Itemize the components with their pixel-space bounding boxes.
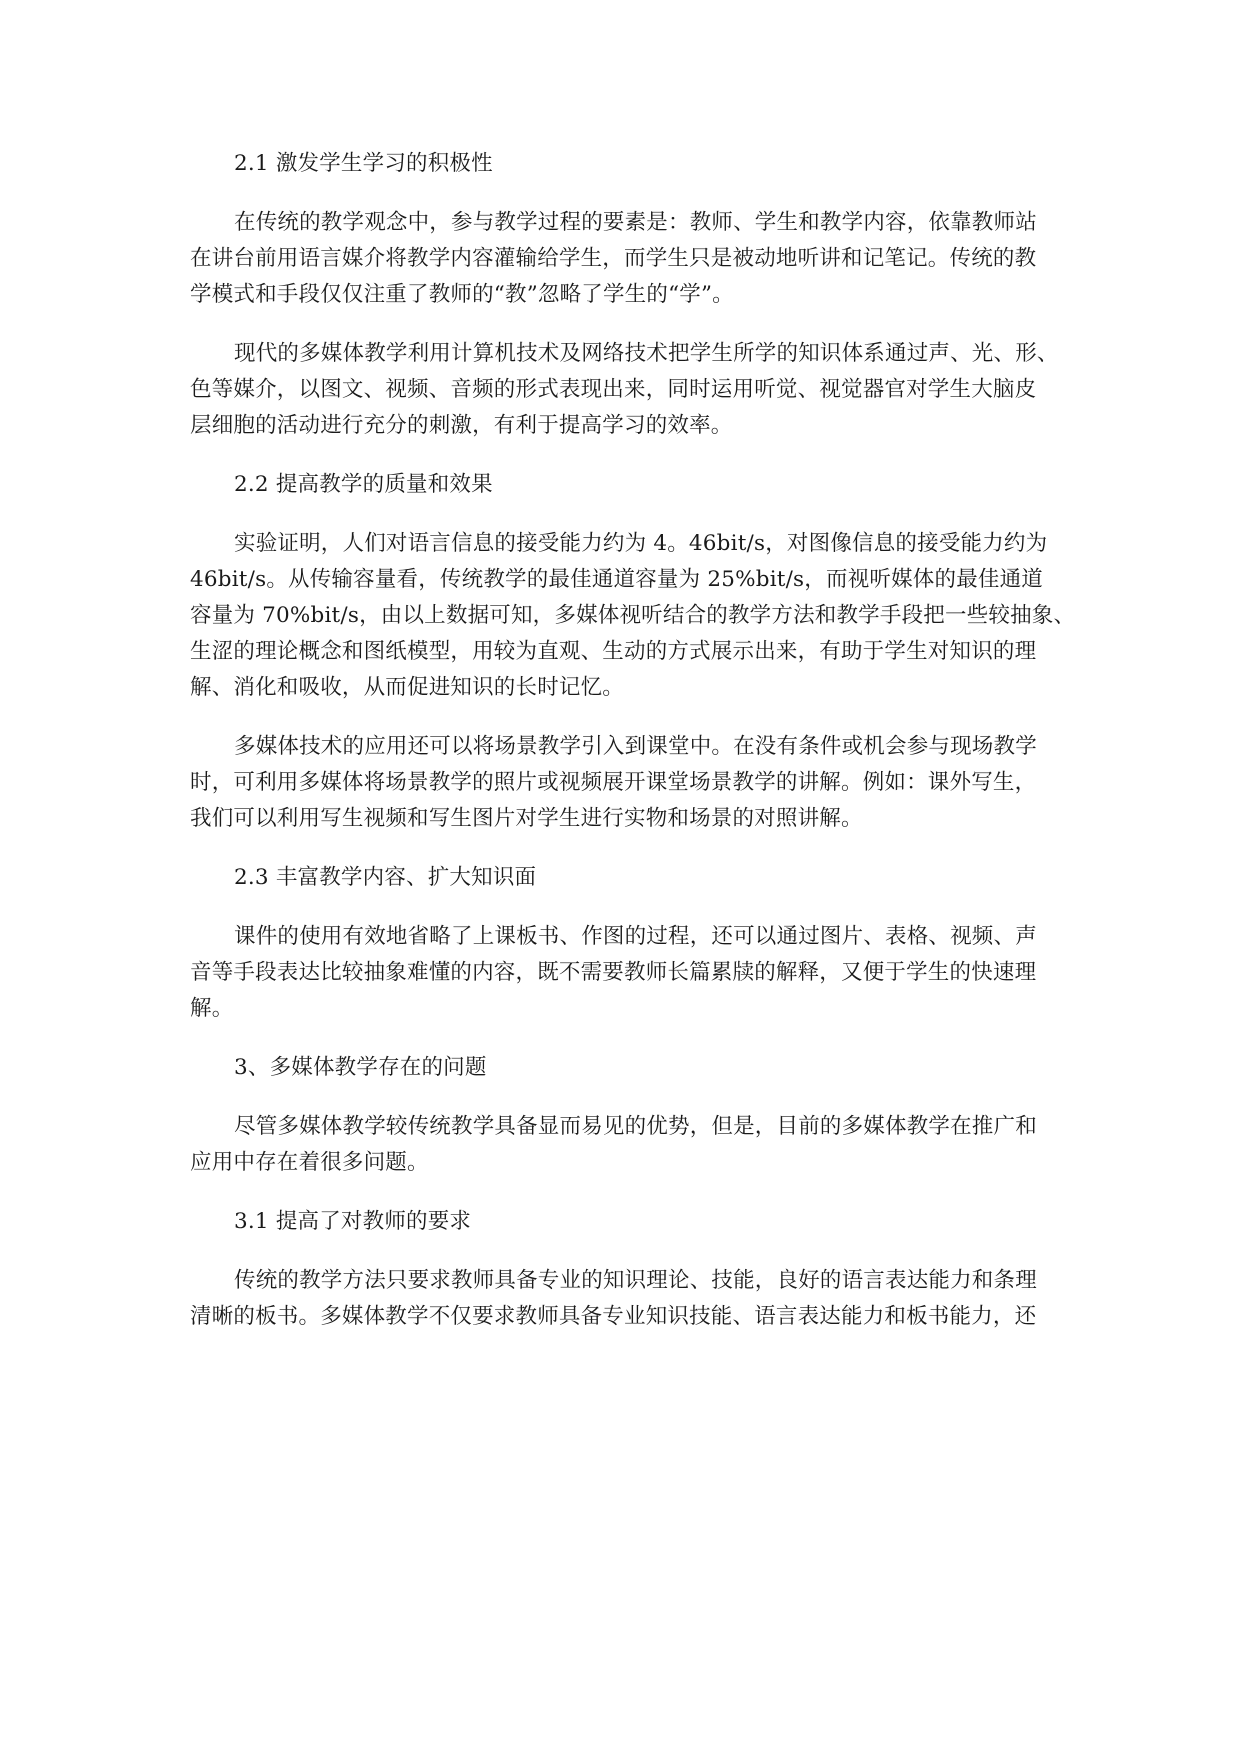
paragraph-line: 生涩的理论概念和图纸模型，用较为直观、生动的方式展示出来，有助于学生对知识的理 <box>190 639 1037 664</box>
paragraph <box>190 1263 1060 1335</box>
section-heading: 2.2 提高教学的质量和效果 <box>234 472 493 497</box>
paragraph-line: 层细胞的活动进行充分的刺激，有利于提高学习的效率。 <box>190 413 733 438</box>
paragraph-line: 46bit/s。从传输容量看，传统教学的最佳通道容量为 25%bit/s，而视听媒体的最佳通道 <box>190 567 1043 592</box>
paragraph-line: 多媒体技术的应用还可以将场景教学引入到课堂中。在没有条件或机会参与现场教学 <box>234 734 1037 759</box>
paragraph-line: 在传统的教学观念中，参与教学过程的要素是：教师、学生和教学内容，依靠教师站 <box>234 210 1037 235</box>
paragraph-line: 学模式和手段仅仅注重了教师的“教”忽略了学生的“学”。 <box>190 282 734 307</box>
paragraph-line: 实验证明，人们对语言信息的接受能力约为 4。46bit/s，对图像信息的接受能力约为 <box>234 531 1048 556</box>
paragraph-line: 现代的多媒体教学利用计算机技术及网络技术把学生所学的知识体系通过声、光、形、 <box>234 341 1059 366</box>
paragraph-line: 课件的使用有效地省略了上课板书、作图的过程，还可以通过图片、表格、视频、声 <box>234 924 1037 949</box>
paragraph-line: 我们可以利用写生视频和写生图片对学生进行实物和场景的对照讲解。 <box>190 806 863 831</box>
paragraph <box>190 205 1060 313</box>
paragraph <box>190 919 1060 1027</box>
paragraph-line: 音等手段表达比较抽象难懂的内容，既不需要教师长篇累牍的解释，又便于学生的快速理 <box>190 960 1037 985</box>
paragraph <box>190 526 1076 706</box>
paragraph-line: 时，可利用多媒体将场景教学的照片或视频展开课堂场景教学的讲解。例如：课外写生， <box>190 770 1037 795</box>
paragraph-line: 在讲台前用语言媒介将教学内容灌输给学生，而学生只是被动地听讲和记笔记。传统的教 <box>190 246 1037 271</box>
paragraph <box>190 336 1060 444</box>
paragraph <box>190 729 1060 837</box>
paragraph-line: 传统的教学方法只要求教师具备专业的知识理论、技能，良好的语言表达能力和条理 <box>234 1268 1037 1293</box>
section-heading: 3、多媒体教学存在的问题 <box>234 1055 487 1080</box>
paragraph-line: 应用中存在着很多问题。 <box>190 1150 429 1175</box>
section-heading: 2.3 丰富教学内容、扩大知识面 <box>234 865 537 890</box>
paragraph-line: 容量为 70%bit/s，由以上数据可知，多媒体视听结合的教学方法和教学手段把一些较抽象、 <box>190 603 1076 628</box>
paragraph-line: 尽管多媒体教学较传统教学具备显而易见的优势，但是，目前的多媒体教学在推广和 <box>234 1114 1037 1139</box>
paragraph-line: 清晰的板书。多媒体教学不仅要求教师具备专业知识技能、语言表达能力和板书能力，还 <box>190 1304 1037 1329</box>
section-heading: 3.1 提高了对教师的要求 <box>234 1209 472 1234</box>
section-heading: 2.1 激发学生学习的积极性 <box>234 151 493 176</box>
paragraph-line: 解。 <box>190 996 234 1021</box>
paragraph-line: 色等媒介，以图文、视频、音频的形式表现出来，同时运用听觉、视觉器官对学生大脑皮 <box>190 377 1037 402</box>
document-body <box>190 146 1076 1335</box>
paragraph <box>190 1109 1060 1181</box>
paragraph-line: 解、消化和吸收，从而促进知识的长时记忆。 <box>190 675 625 700</box>
